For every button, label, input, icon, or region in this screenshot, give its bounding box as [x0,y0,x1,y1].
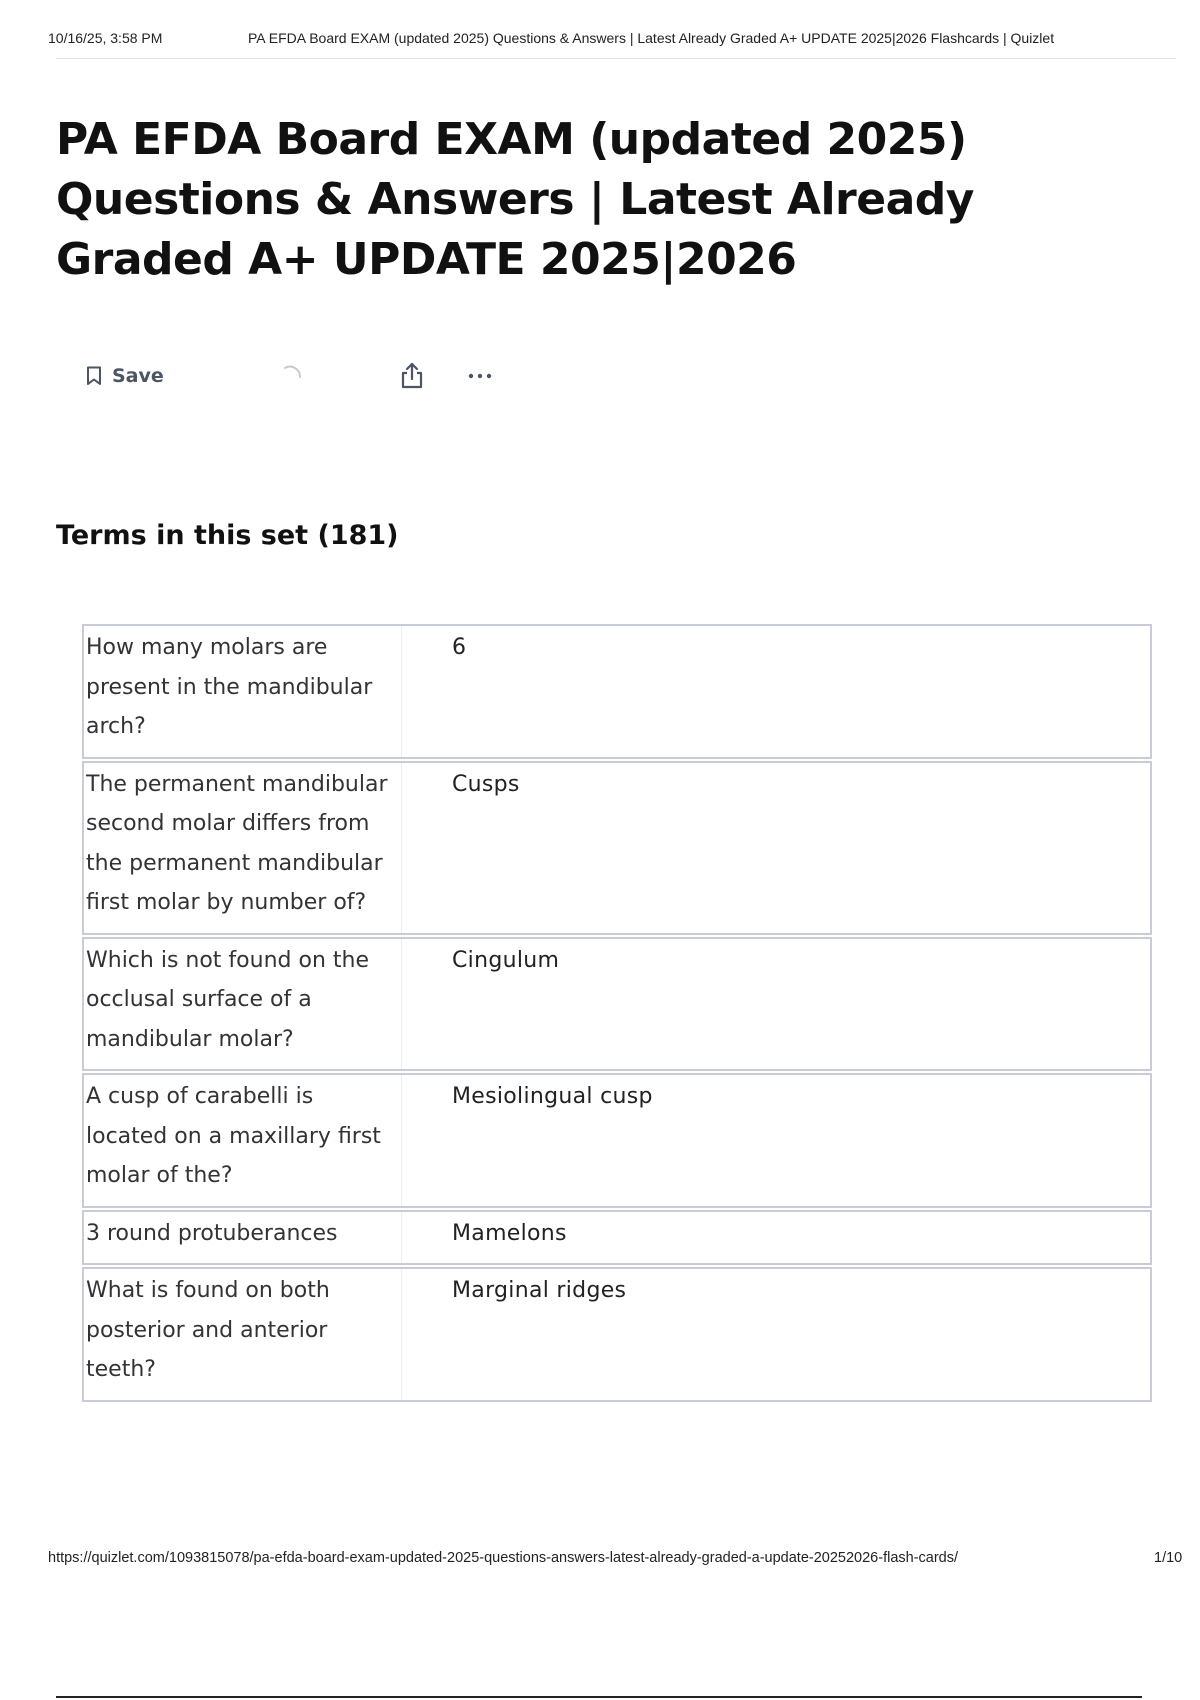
bookmark-icon [86,366,102,386]
more-icon [464,360,496,392]
footer-url: https://quizlet.com/1093815078/pa-efda-board-exam-updated-2025-questions-answers-latest-already-graded-a-update-20252026-flash-cards/ [48,1550,959,1566]
term-row[interactable] [82,937,1152,1072]
term-text: What is found on both posterior and anterior teeth? [84,1269,402,1400]
save-label: Save [112,365,164,387]
term-row[interactable] [82,624,1152,759]
term-row[interactable] [82,1267,1152,1402]
definition-text: Cingulum [452,947,560,973]
term-row[interactable] [82,1073,1152,1208]
term-text: The permanent mandibular second molar differs from the permanent mandibular first molar by number of? [84,763,402,933]
definition-text: Mesiolingual cusp [452,1084,653,1109]
share-icon [396,360,428,392]
print-doc-title: PA EFDA Board EXAM (updated 2025) Questions & Answers | Latest Already Graded A+ UPDATE 2025|2026 Flashcards | Quizlet [248,30,1055,46]
print-header [48,30,1172,52]
term-text: Which is not found on the occlusal surface of a mandibular molar? [84,939,402,1070]
more-button[interactable] [464,360,496,392]
save-button[interactable] [86,358,164,394]
footer-divider [56,1696,1142,1698]
definition-text: Mamelons [452,1220,567,1246]
header-divider [56,58,1176,59]
page-title: PA EFDA Board EXAM (updated 2025) Questions & Answers | Latest Already Graded A+ UPDATE 2025|2026 [56,114,974,285]
term-text: A cusp of carabelli is located on a maxillary first molar of the? [84,1075,402,1206]
action-bar [86,358,546,394]
term-row[interactable] [82,761,1152,935]
term-text: 3 round protuberances [84,1212,402,1264]
footer-page-number: 1/10 [1154,1550,1183,1566]
print-date: 10/16/25, 3:58 PM [48,30,163,46]
definition-text: Cusps [452,771,520,797]
share-button[interactable] [396,360,428,392]
term-text: How many molars are present in the mandibular arch? [84,626,402,757]
term-row[interactable] [82,1210,1152,1266]
spinner-icon [278,363,304,389]
terms-heading: Terms in this set (181) [56,520,399,551]
terms-table [82,624,1152,1404]
definition-text: 6 [452,635,467,660]
definition-text: Marginal ridges [452,1278,627,1303]
